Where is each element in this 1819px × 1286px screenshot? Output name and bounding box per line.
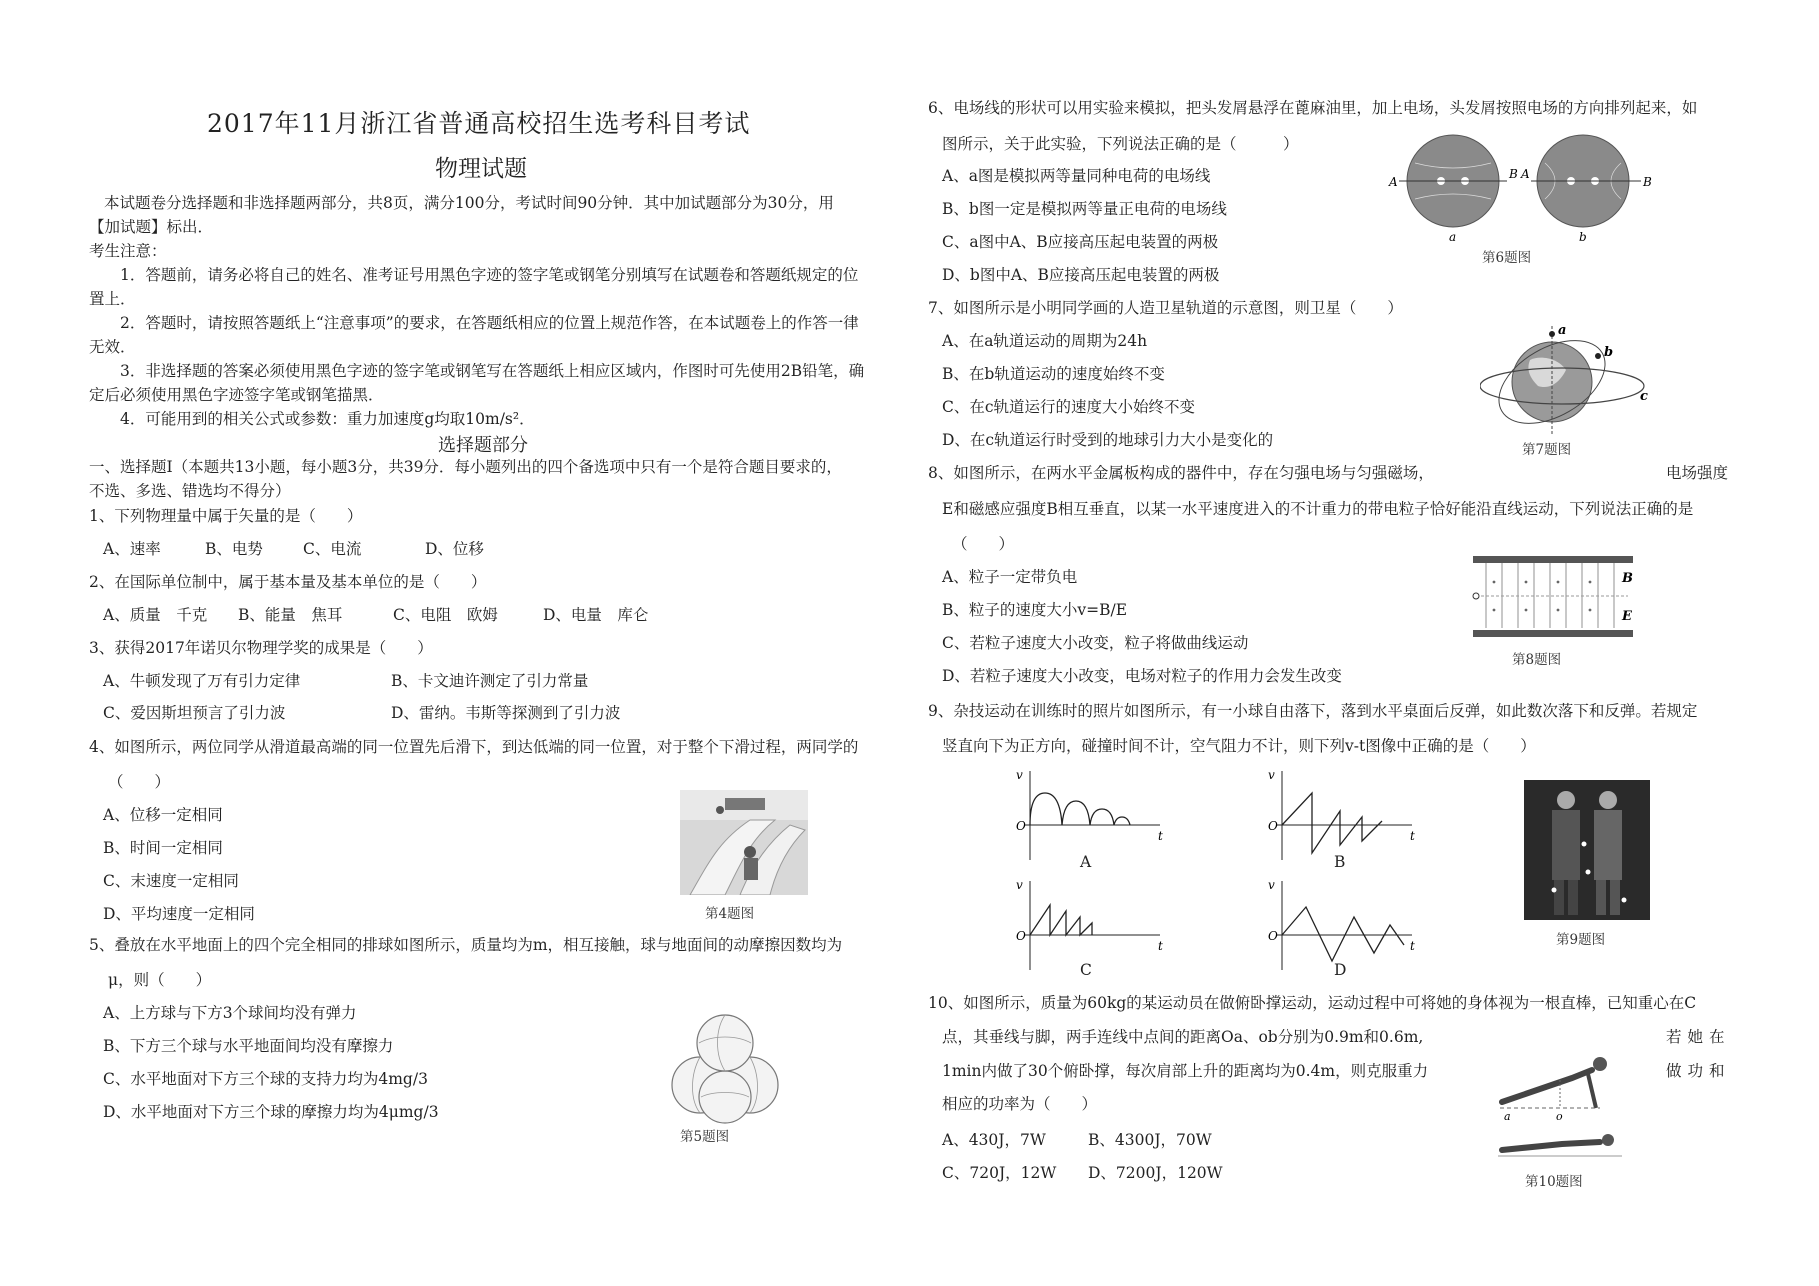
q10-option-a: A、430J，7W <box>942 1131 1046 1149</box>
q10-option-d: D、7200J，120W <box>1088 1164 1223 1182</box>
q7-option-d: D、在c轨道运行时受到的地球引力大小是变化的 <box>942 431 1274 449</box>
notice-1b: 置上． <box>89 290 136 308</box>
q6-option-d: D、b图中A、B应接高压起电装置的两极 <box>942 266 1220 284</box>
q8-label-E: E <box>1622 609 1632 624</box>
q9-a-origin: O <box>1016 819 1026 833</box>
q8-plates-figure <box>1468 552 1638 642</box>
q6-caption: 第6题图 <box>1482 250 1532 266</box>
q4-option-b: B、时间一定相同 <box>103 839 223 857</box>
q5-option-c: C、水平地面对下方三个球的支持力均为4mg/3 <box>103 1070 428 1088</box>
q5-volleyball-figure <box>665 1005 785 1125</box>
notice-3a: 3．非选择题的答案必须使用黑色字迹的签字笔或钢笔写在答题纸上相应区域内，作图时可先使用2B铅笔，确 <box>120 362 865 380</box>
q6-label-b: b <box>1579 230 1587 244</box>
q4-option-c: C、末速度一定相同 <box>103 872 239 890</box>
q3-option-d: D、雷纳。韦斯等探测到了引力波 <box>391 704 621 722</box>
q10-stem-2: 点，其垂线与脚，两手连线中点间的距离Oa、ob分别为0.9m和0.6m, <box>942 1028 1424 1046</box>
q7-option-b: B、在b轨道运动的速度始终不变 <box>942 365 1165 383</box>
q7-orbit-b-label: b <box>1604 345 1614 360</box>
q10-stem-3-right: 做功和 <box>1666 1062 1731 1080</box>
q3-stem: 3、获得2017年诺贝尔物理学奖的成果是（ ） <box>89 639 433 657</box>
page-subtitle: 物理试题 <box>435 156 527 182</box>
q10-option-c: C、720J，12W <box>942 1164 1057 1182</box>
q9-d-axis-v: v <box>1268 878 1275 892</box>
q6-label-a: a <box>1449 230 1457 244</box>
q2-option-c: C、电阻 欧姆 <box>393 606 498 624</box>
q9-c-axis-v: v <box>1016 878 1023 892</box>
q2-option-b: B、能量 焦耳 <box>238 606 343 624</box>
q8-stem-2: E和磁感应强度B相互垂直，以某一水平速度进入的不计重力的带电粒子恰好能沿直线运动，下列说法正确的是 <box>942 500 1694 518</box>
notice-label: 考生注意： <box>89 242 167 260</box>
part1-line-b: 不选、多选、错选均不得分） <box>89 482 291 500</box>
q5-stem-2: μ，则（ ） <box>108 971 212 989</box>
q6-label-B-left: B <box>1509 167 1518 181</box>
q5-caption: 第5题图 <box>680 1129 730 1145</box>
intro-line-1: 本试题卷分选择题和非选择题两部分，共8页，满分100分，考试时间90分钟．其中加试题部分为30分，用 <box>104 194 834 212</box>
notice-1a: 1．答题前，请务必将自己的姓名、准考证号用黑色字迹的签字笔或钢笔分别填写在试题卷和答题纸规定的位 <box>120 266 859 284</box>
q9-graph-c-label: C <box>1080 961 1092 979</box>
q4-option-a: A、位移一定相同 <box>103 806 223 824</box>
q4-slide-photo <box>680 790 808 895</box>
q6-field-line-figure <box>1385 133 1670 263</box>
q9-c-origin: O <box>1016 929 1026 943</box>
q10-option-b: B、4300J，70W <box>1088 1131 1212 1149</box>
q8-stem: 8、如图所示，在两水平金属板构成的器件中，存在匀强电场与匀强磁场， <box>928 464 1434 482</box>
notice-4: 4．可能用到的相关公式或参数：重力加速度g均取10m/s²． <box>120 410 535 428</box>
q9-juggler-photo <box>1524 780 1650 920</box>
q9-graph-b <box>1262 765 1422 865</box>
q8-stem-right: 电场强度 <box>1666 464 1729 482</box>
q10-stem: 10、如图所示，质量为60kg的某运动员在做俯卧撑运动，运动过程中可将她的身体视为一根直棒，已知重心在C <box>928 994 1697 1012</box>
q1-option-c: C、电流 <box>303 540 362 558</box>
q10-caption: 第10题图 <box>1525 1174 1583 1190</box>
q8-option-c: C、若粒子速度大小改变，粒子将做曲线运动 <box>942 634 1249 652</box>
q5-option-d: D、水平地面对下方三个球的摩擦力均为4μmg/3 <box>103 1103 439 1121</box>
q1-option-d: D、位移 <box>425 540 484 558</box>
q5-option-a: A、上方球与下方3个球间均没有弹力 <box>103 1004 357 1022</box>
q2-option-a: A、质量 千克 <box>103 606 208 624</box>
q2-option-d: D、电量 库仑 <box>543 606 649 624</box>
q10-label-a: a <box>1504 1110 1511 1123</box>
q9-graph-a-label: A <box>1080 853 1092 871</box>
q5-stem: 5、叠放在水平地面上的四个完全相同的排球如图所示，质量均为m，相互接触，球与地面间的动摩擦因数均为 <box>89 936 843 954</box>
q9-b-origin: O <box>1268 819 1278 833</box>
q9-a-axis-v: v <box>1016 768 1023 782</box>
q8-option-d: D、若粒子速度大小改变，电场对粒子的作用力会发生改变 <box>942 667 1342 685</box>
q7-option-c: C、在c轨道运行的速度大小始终不变 <box>942 398 1196 416</box>
q3-option-a: A、牛顿发现了万有引力定律 <box>103 672 301 690</box>
q6-option-c: C、a图中A、B应接高压起电装置的两极 <box>942 233 1219 251</box>
q1-option-b: B、电势 <box>205 540 263 558</box>
q9-caption: 第9题图 <box>1556 932 1606 948</box>
q7-stem: 7、如图所示是小明同学画的人造卫星轨道的示意图，则卫星（ ） <box>928 299 1403 317</box>
q9-b-axis-v: v <box>1268 768 1275 782</box>
q2-stem: 2、在国际单位制中，属于基本量及基本单位的是（ ） <box>89 573 487 591</box>
q7-orbit-c-label: c <box>1640 389 1648 404</box>
q4-stem-2: （ ） <box>108 773 171 791</box>
q10-stem-3: 1min内做了30个俯卧撑，每次肩部上升的距离均为0.4m，则克服重力 <box>942 1062 1429 1080</box>
q8-option-a: A、粒子一定带负电 <box>942 568 1078 586</box>
q6-option-a: A、a图是模拟两等量同种电荷的电场线 <box>942 167 1211 185</box>
q7-option-a: A、在a轨道运动的周期为24h <box>942 332 1148 350</box>
q4-option-d: D、平均速度一定相同 <box>103 905 255 923</box>
intro-line-2: 【加试题】标出． <box>89 218 214 236</box>
q6-stem: 6、电场线的形状可以用实验来模拟，把头发屑悬浮在蓖麻油里，加上电场，头发屑按照电场的方向排列起来，如 <box>928 99 1698 117</box>
q6-stem-2: 图所示，关于此实验，下列说法正确的是（ ） <box>942 135 1299 153</box>
q9-a-axis-t: t <box>1158 829 1163 843</box>
q4-stem: 4、如图所示，两位同学从滑道最高端的同一位置先后滑下，到达低端的同一位置，对于整个下滑过程，两同学的 <box>89 738 859 756</box>
q9-c-axis-t: t <box>1158 939 1163 953</box>
q6-label-B-right: B <box>1643 175 1652 189</box>
q8-caption: 第8题图 <box>1512 652 1562 668</box>
q7-caption: 第7题图 <box>1522 442 1572 458</box>
q9-graph-b-label: B <box>1334 853 1346 871</box>
q3-option-c: C、爱因斯坦预言了引力波 <box>103 704 286 722</box>
q1-stem: 1、下列物理量中属于矢量的是（ ） <box>89 507 363 525</box>
part1-line-a: 一、选择题Ⅰ（本题共13小题，每小题3分，共39分．每小题列出的四个备选项中只有一个是符合题目要求的， <box>89 458 842 476</box>
notice-3b: 定后必须使用黑色字迹签字笔或钢笔描黑． <box>89 386 384 404</box>
q10-stem-4: 相应的功率为（ ） <box>942 1095 1098 1113</box>
section-heading: 选择题部分 <box>438 435 528 456</box>
q4-caption: 第4题图 <box>705 906 755 922</box>
notice-2b: 无效． <box>89 338 136 356</box>
q6-option-b: B、b图一定是模拟两等量正电荷的电场线 <box>942 200 1227 218</box>
q9-stem: 9、杂技运动在训练时的照片如图所示，有一小球自由落下，落到水平桌面后反弹，如此数次落下和反弹。若规定 <box>928 702 1698 720</box>
q5-option-b: B、下方三个球与水平地面间均没有摩擦力 <box>103 1037 394 1055</box>
q3-option-b: B、卡文迪许测定了引力常量 <box>391 672 589 690</box>
q10-label-o: o <box>1556 1110 1563 1123</box>
q10-pushup-figure <box>1492 1040 1632 1165</box>
q9-d-axis-t: t <box>1410 939 1415 953</box>
q9-graph-d-label: D <box>1334 961 1347 979</box>
q7-orbit-a-label: a <box>1558 323 1567 338</box>
q9-graph-a <box>1010 765 1170 865</box>
q9-stem-2: 竖直向下为正方向，碰撞时间不计，空气阻力不计，则下列v-t图像中正确的是（ ） <box>942 737 1536 755</box>
q7-orbit-figure <box>1480 320 1655 440</box>
q9-d-origin: O <box>1268 929 1278 943</box>
q6-label-A-right: A <box>1521 167 1530 181</box>
q8-option-b: B、粒子的速度大小v=B/E <box>942 601 1128 619</box>
q1-option-a: A、速率 <box>103 540 161 558</box>
q8-stem-3: （ ） <box>952 535 1015 553</box>
q8-label-B: B <box>1622 571 1633 586</box>
q9-b-axis-t: t <box>1410 829 1415 843</box>
q10-stem-2-right: 若她在 <box>1666 1028 1731 1046</box>
page-title: 2017年11月浙江省普通高校招生选考科目考试 <box>207 109 751 138</box>
notice-2a: 2．答题时，请按照答题纸上“注意事项”的要求，在答题纸相应的位置上规范作答，在本试题卷上的作答一律 <box>120 314 859 332</box>
q6-label-A-left: A <box>1389 175 1398 189</box>
